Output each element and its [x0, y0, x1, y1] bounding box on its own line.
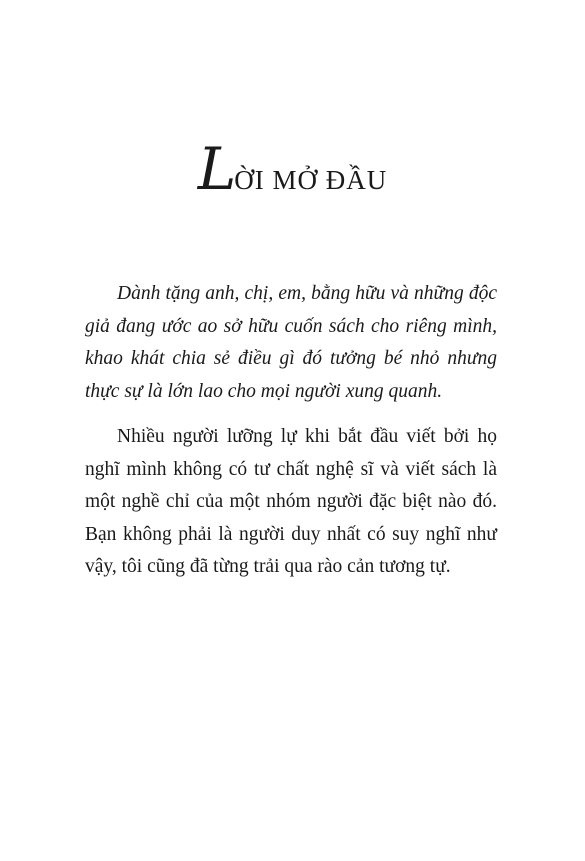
- title-text: ỜI MỞ ĐẦU: [234, 165, 388, 195]
- chapter-title: [0, 135, 585, 203]
- body-text: [85, 278, 497, 584]
- title-drop-letter: L: [197, 135, 235, 203]
- dedication-paragraph: Dành tặng anh, chị, em, bằng hữu và những độc giả đang ước ao sở hữu cuốn sách cho riêng mình, khao khát chia sẻ điều gì đó tưởng bé nhỏ nhưng thực sự là lớn lao cho mọi người xung quanh.: [85, 283, 497, 402]
- intro-paragraph: Nhiều người lưỡng lự khi bắt đầu viết bởi họ nghĩ mình không có tư chất nghệ sĩ và viết sách là một nghề chỉ của một nhóm người đặc biệt nào đó. Bạn không phải là người duy nhất có suy nghĩ như vậy, tôi cũng đã từng trải qua rào cản tương tự.: [85, 426, 497, 577]
